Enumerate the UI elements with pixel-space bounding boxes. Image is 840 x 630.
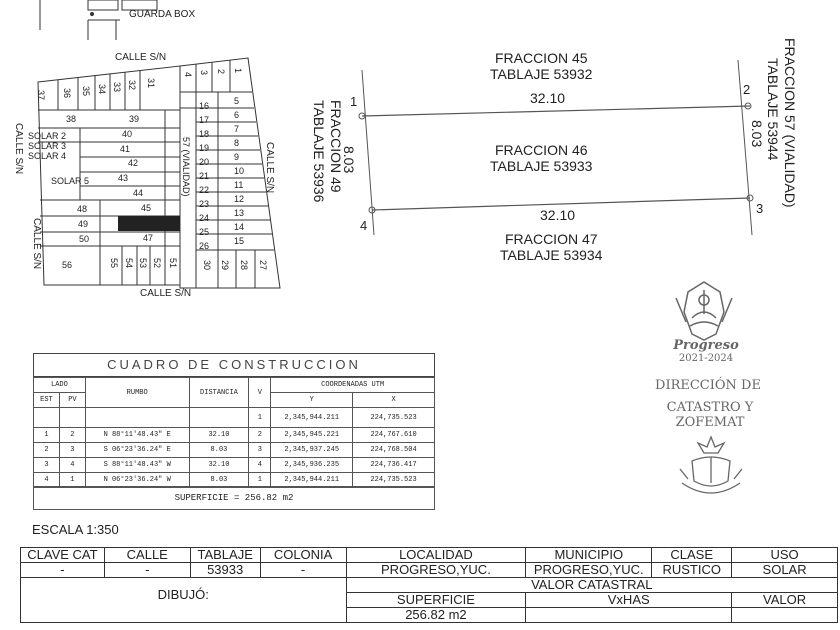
lot-number: 30 <box>202 260 212 271</box>
lot-number: 33 <box>112 82 122 93</box>
lot-number: 23 <box>199 199 210 209</box>
bottom-distance: 32.10 <box>540 207 576 223</box>
lot-number: 9 <box>234 152 240 162</box>
header-est: EST <box>34 393 60 408</box>
solar-label: SOLAR 2 <box>28 131 67 141</box>
value-superficie: 256.82 m2 <box>346 608 526 623</box>
lot-number: 37 <box>36 90 46 101</box>
solar-list <box>28 131 66 161</box>
value-clave: - <box>21 563 105 578</box>
street-right: CALLE S/N <box>264 142 275 194</box>
cell-est: 2 <box>34 443 60 458</box>
header-colonia: COLONIA <box>260 548 346 563</box>
cell-rumbo: N 88°11'48.43" E <box>85 428 189 443</box>
cell-rumbo: N 06°23'36.24" W <box>85 473 189 488</box>
lot-number: 17 <box>199 115 210 125</box>
solar-label: SOLAR 4 <box>28 151 67 161</box>
lot-number: 40 <box>122 129 133 139</box>
cell-y: 2,345,945.221 <box>271 428 353 443</box>
table-row <box>21 578 838 593</box>
lot-number: 18 <box>199 129 210 139</box>
solar-label: SOLAR 5 <box>51 176 90 186</box>
scale-label: ESCALA 1:350 <box>32 522 119 537</box>
lot-number: 6 <box>234 110 240 120</box>
value-uso: SOLAR <box>732 563 838 578</box>
lot-number: 56 <box>62 260 73 270</box>
lot-number: 10 <box>234 166 245 176</box>
bottom-tablaje: TABLAJE 53934 <box>500 247 603 263</box>
lot-number: 20 <box>199 157 210 167</box>
dibujo-label: DIBUJÓ: <box>21 578 347 623</box>
street-bottom: CALLE S/N <box>140 288 192 299</box>
lot-number: 53 <box>138 258 148 269</box>
lot-number: 29 <box>220 260 230 271</box>
street-left-lower: CALLE S/N <box>31 218 42 270</box>
lot-number: 52 <box>152 258 162 269</box>
cell-est: 1 <box>34 428 60 443</box>
lot-number: 54 <box>124 258 134 269</box>
cell-v: 4 <box>249 458 271 473</box>
cell-est: 4 <box>34 473 60 488</box>
cell-dist: 32.10 <box>189 458 249 473</box>
cell-x: 224,768.504 <box>353 443 435 458</box>
value-clase: RUSTICO <box>652 563 732 578</box>
cell-x: 224,735.523 <box>353 473 435 488</box>
vertex-1: 1 <box>350 94 358 109</box>
header-municipio: MUNICIPIO <box>526 548 652 563</box>
progreso-logo <box>664 278 744 346</box>
lot-number: 35 <box>81 86 91 97</box>
header-lado: LADO <box>34 378 86 393</box>
lot-number: 45 <box>141 203 152 213</box>
lot-number: 39 <box>129 114 140 124</box>
stamp-line2: CATASTRO Y ZOFEMAT <box>666 400 754 430</box>
value-valor <box>732 608 838 623</box>
bottom-fraction: FRACCION 47 <box>504 231 598 247</box>
lot-number: 32 <box>127 80 137 91</box>
cell-dist: 32.10 <box>189 428 249 443</box>
lot-number: 28 <box>239 260 249 271</box>
lot-number: 49 <box>78 219 89 229</box>
vertex-4: 4 <box>360 218 368 233</box>
header-clave: CLAVE CAT <box>21 548 105 563</box>
header-valor: VALOR <box>732 593 838 608</box>
table-row <box>21 548 838 563</box>
cell-x: 224,767.610 <box>353 428 435 443</box>
header-x: X <box>353 393 435 408</box>
cell-v: 2 <box>249 428 271 443</box>
lot-number: 8 <box>234 138 240 148</box>
cell-x: 224,736.417 <box>353 458 435 473</box>
lot-number: 21 <box>199 171 210 181</box>
value-colonia: - <box>260 563 346 578</box>
lot-number: 41 <box>120 144 131 154</box>
header-rumbo: RUMBO <box>85 378 189 408</box>
lot-number: 34 <box>97 84 107 95</box>
lot-number: 50 <box>79 234 90 244</box>
header-clase: CLASE <box>652 548 732 563</box>
construction-title: CUADRO DE CONSTRUCCION <box>33 353 435 377</box>
cell-dist: 8.03 <box>189 443 249 458</box>
right-tablaje: TABLAJE 53944 <box>765 58 781 161</box>
header-y: Y <box>271 393 353 408</box>
lot-number: 3 <box>199 70 209 76</box>
lot-number: 25 <box>199 227 210 237</box>
vertex-2: 2 <box>743 82 751 97</box>
lot-number: 43 <box>118 173 129 183</box>
vertex-3: 3 <box>756 201 764 216</box>
lot-number: 22 <box>199 185 210 195</box>
lot-number: 4 <box>183 72 193 78</box>
solar-label: SOLAR 3 <box>28 141 67 151</box>
lot-number: 16 <box>199 101 210 111</box>
value-tablaje: 53933 <box>190 563 260 578</box>
table-row <box>34 443 435 458</box>
cell-pv: 3 <box>59 443 85 458</box>
header-tablaje: TABLAJE <box>190 548 260 563</box>
street-left-upper: CALLE S/N <box>13 123 24 175</box>
cell-pv: 1 <box>59 473 85 488</box>
right-col-a <box>199 99 209 253</box>
lot-number: 31 <box>146 78 156 89</box>
left-distance: 8.03 <box>341 146 357 174</box>
table-row <box>21 563 838 578</box>
table-row <box>34 408 435 428</box>
lot-number: 24 <box>199 213 210 223</box>
left-fraction: FRACCION 49 <box>328 100 344 193</box>
guarda-box-label: GUARDA BOX <box>129 9 196 20</box>
value-municipio: PROGRESO,YUC. <box>526 563 652 578</box>
lot-number: 55 <box>109 258 119 269</box>
cell-y: 2,345,937.245 <box>271 443 353 458</box>
header-localidad: LOCALIDAD <box>346 548 526 563</box>
lot-number: 14 <box>234 222 245 232</box>
cadastral-info-table <box>20 547 838 623</box>
municipal-seal <box>674 433 748 505</box>
valor-catastral-title: VALOR CATASTRAL <box>346 578 837 593</box>
right-col-b <box>234 94 244 248</box>
table-row <box>34 458 435 473</box>
top-tablaje: TABLAJE 53932 <box>490 66 593 82</box>
lot-number: 42 <box>128 158 139 168</box>
value-calle: - <box>104 563 190 578</box>
middle-tablaje: TABLAJE 53933 <box>490 158 593 174</box>
lot-number: 7 <box>234 124 240 134</box>
lot-number: 2 <box>216 69 226 75</box>
stamp-years: 2021-2024 <box>678 353 734 364</box>
header-distancia: DISTANCIA <box>189 378 249 408</box>
lot-number: 15 <box>234 236 245 246</box>
construction-table <box>33 377 435 488</box>
lot-number: 1 <box>233 68 243 74</box>
lot-number: 13 <box>234 208 245 218</box>
cell-rumbo: S 88°11'48.43" W <box>85 458 189 473</box>
cell-v: 3 <box>249 443 271 458</box>
cell-x: 224,735.523 <box>353 408 435 428</box>
cell-y: 2,345,944.211 <box>271 473 353 488</box>
top-distance: 32.10 <box>530 90 566 106</box>
table-row <box>34 428 435 443</box>
bottom-fraction-block <box>500 231 602 263</box>
cell-y: 2,345,944.211 <box>271 408 353 428</box>
lot-number: 38 <box>66 114 77 124</box>
vialidad-label: 57 (VIALIDAD) <box>181 137 191 197</box>
lot-number: 51 <box>168 258 178 269</box>
lot-number: 27 <box>258 260 268 271</box>
superficie-summary: SUPERFICIE = 256.82 m2 <box>33 486 435 510</box>
lot-number: 47 <box>143 233 154 243</box>
left-tablaje: TABLAJE 53936 <box>311 100 327 203</box>
right-distance: 8.03 <box>749 120 765 148</box>
stamp-brand: Progreso <box>673 338 739 353</box>
header-v: V <box>249 378 271 408</box>
cell-v: 1 <box>249 408 271 428</box>
cell-pv: 4 <box>59 458 85 473</box>
cell-pv: 2 <box>59 428 85 443</box>
right-fraction: FRACCION 57 (VIALIDAD) <box>782 38 798 208</box>
header-calle: CALLE <box>104 548 190 563</box>
value-localidad: PROGRESO,YUC. <box>346 563 526 578</box>
header-uso: USO <box>732 548 838 563</box>
lot-number: 44 <box>133 188 144 198</box>
lot-number: 26 <box>199 241 210 251</box>
lot-number: 48 <box>77 204 88 214</box>
lot-number: 11 <box>234 180 244 190</box>
middle-fraction-block <box>490 142 592 174</box>
lot-number: 12 <box>234 194 245 204</box>
value-vxhas <box>526 608 732 623</box>
cell-y: 2,345,936.235 <box>271 458 353 473</box>
lot-number: 36 <box>62 88 72 99</box>
cell-v: 1 <box>249 473 271 488</box>
cell-dist: 8.03 <box>189 473 249 488</box>
top-fraction-block <box>490 50 592 82</box>
street-top: CALLE S/N <box>115 52 167 63</box>
cell-est: 3 <box>34 458 60 473</box>
lot-number: 5 <box>234 96 240 106</box>
top-fraction: FRACCION 45 <box>494 50 588 66</box>
stamp-line1: DIRECCIÓN DE <box>655 378 761 393</box>
header-pv: PV <box>59 393 85 408</box>
header-coords: COORDENADAS UTM <box>271 378 435 393</box>
header-vxhas: VxHAS <box>526 593 732 608</box>
lot-number: 19 <box>199 143 210 153</box>
highlighted-lot <box>118 216 180 231</box>
middle-fraction: FRACCION 46 <box>494 142 588 158</box>
header-superficie: SUPERFICIE <box>346 593 526 608</box>
cell-rumbo: S 06°23'36.24" E <box>85 443 189 458</box>
